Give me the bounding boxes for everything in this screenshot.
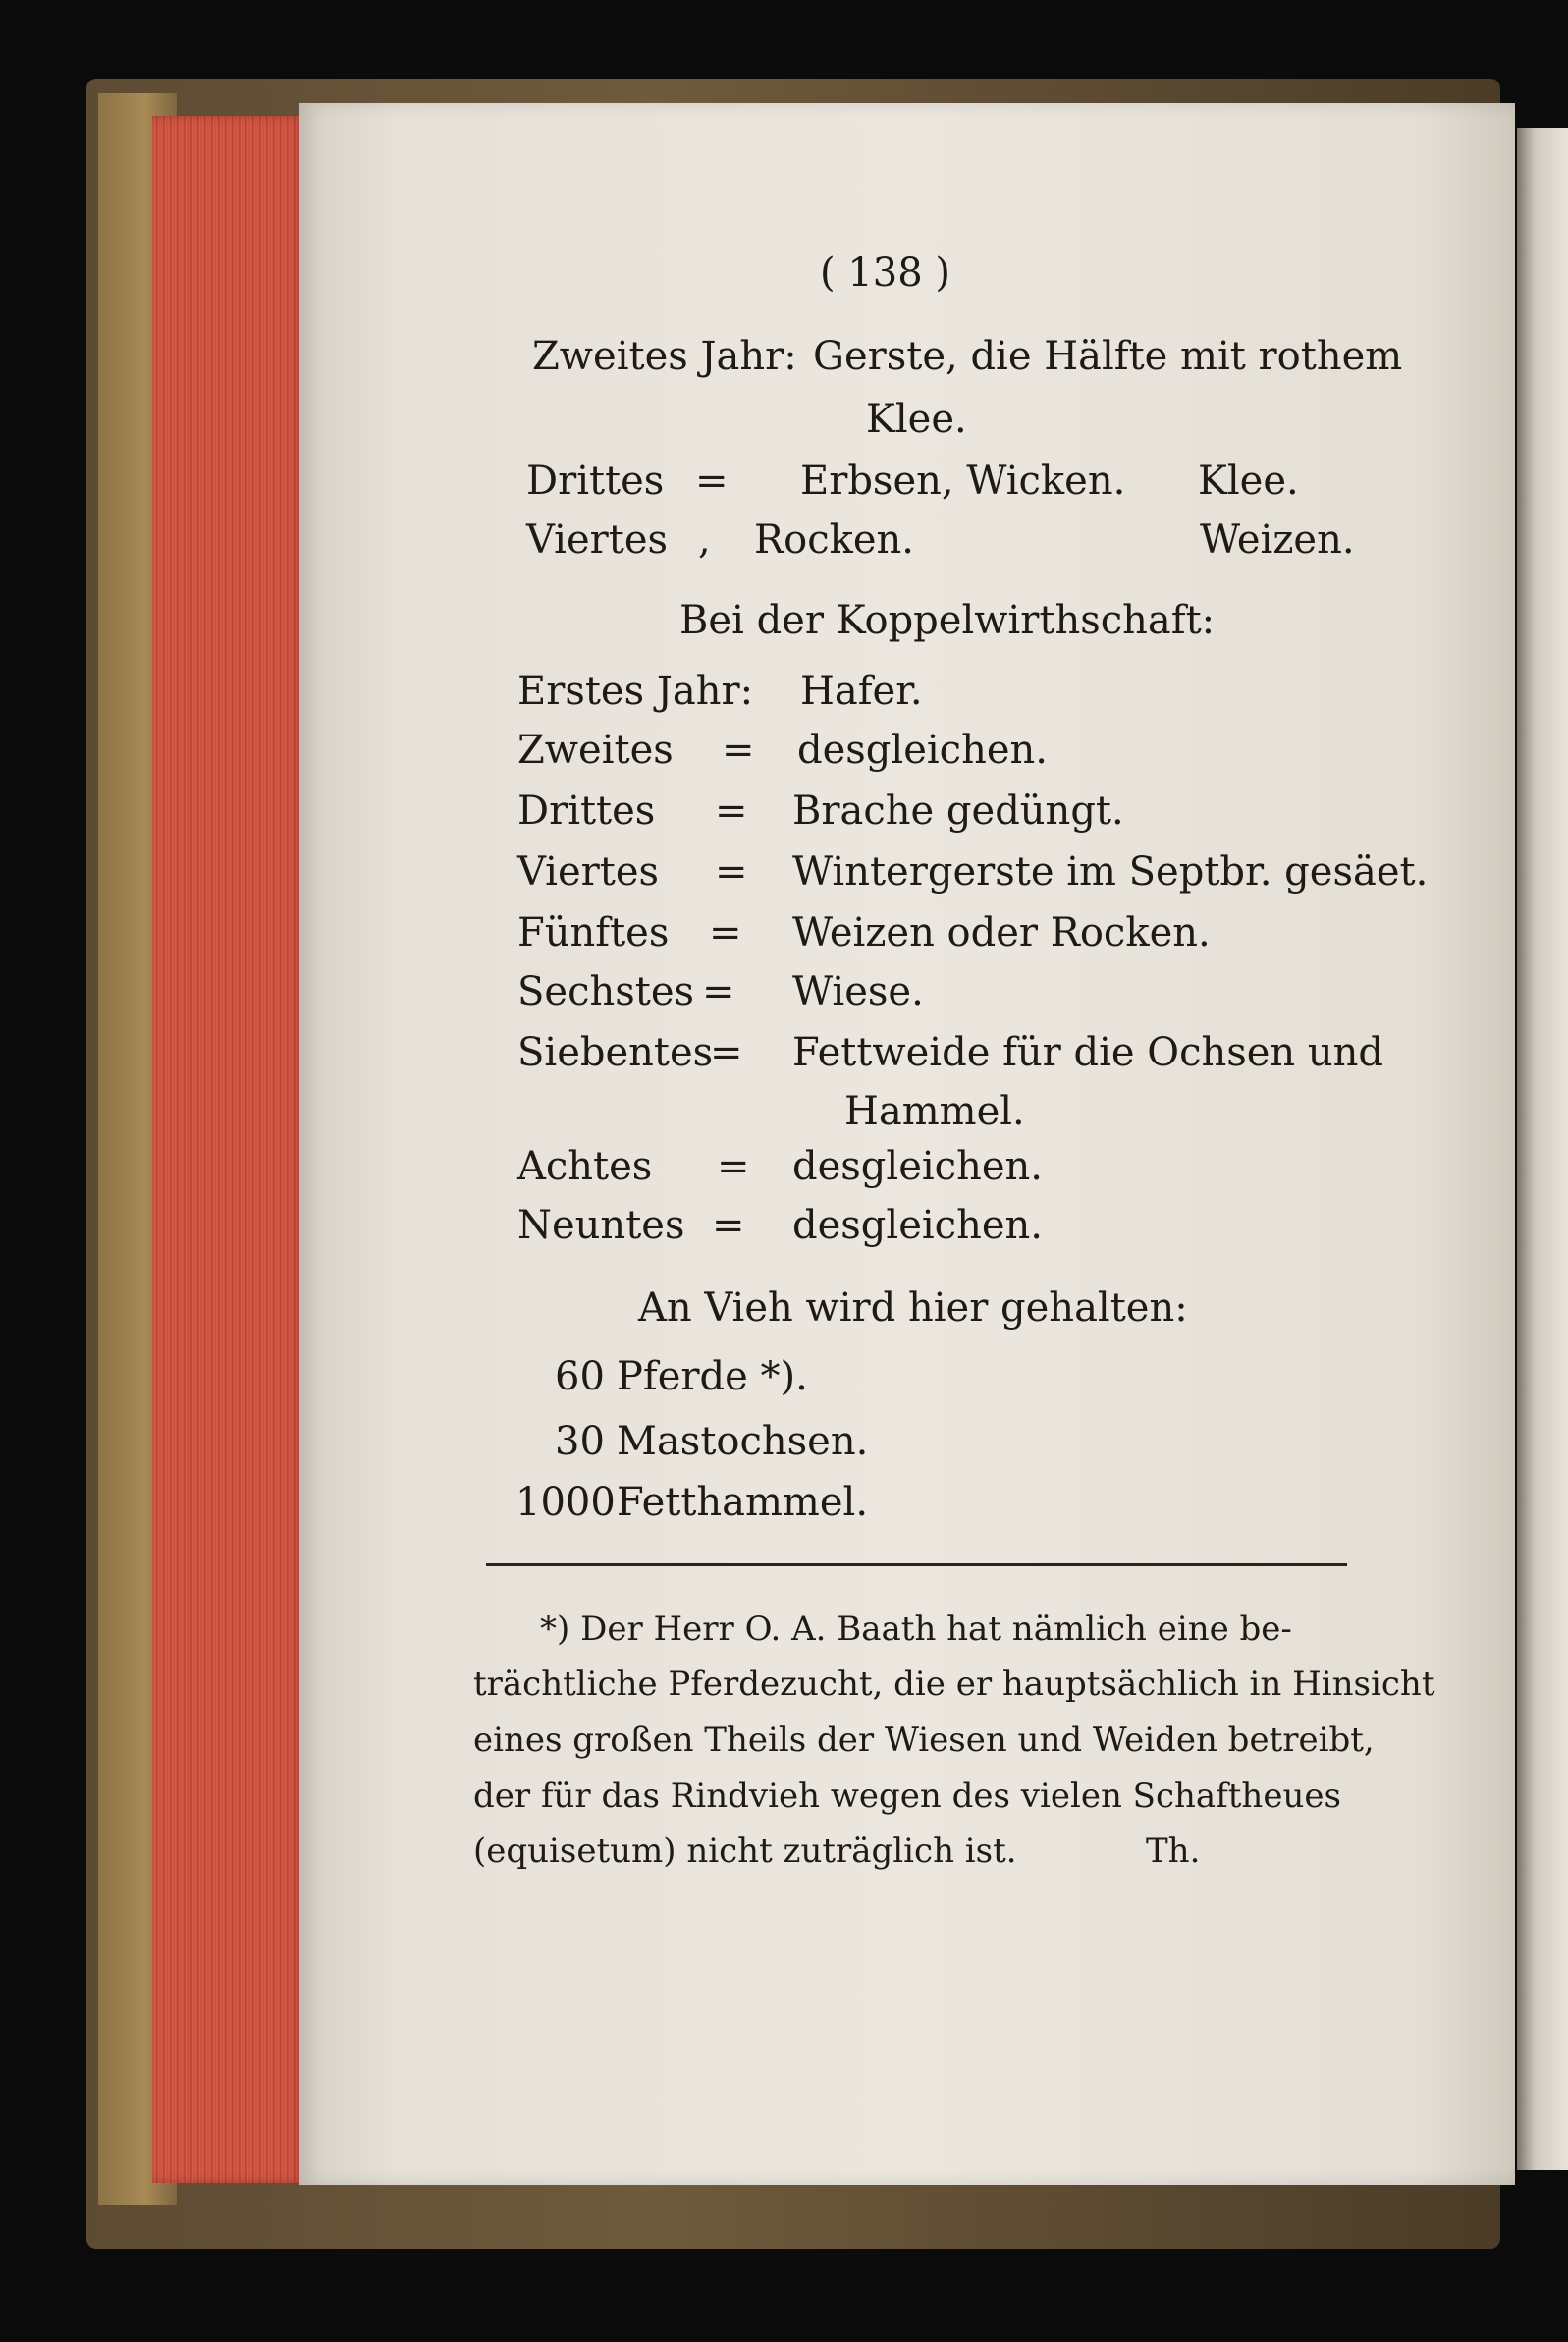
ditto-mark: = <box>715 849 748 895</box>
section-heading-koppel: Bei der Koppelwirthschaft: <box>679 598 1216 643</box>
koppel-label: Erstes Jahr: <box>517 669 754 714</box>
ditto-mark: = <box>722 728 755 773</box>
livestock-item: Pferde *). <box>617 1354 808 1399</box>
rotation-value-1: Gerste, die Hälfte mit rothem <box>813 334 1403 379</box>
koppel-value: desgleichen. <box>792 1144 1043 1189</box>
koppel-value: Brache gedüngt. <box>792 789 1124 834</box>
footnote-line: (equisetum) nicht zuträglich ist. <box>473 1831 1017 1871</box>
koppel-label: Fünftes <box>517 910 670 955</box>
section-heading-livestock: An Vieh wird hier gehalten: <box>638 1285 1188 1331</box>
footnote-signature: Th. <box>1146 1831 1201 1871</box>
livestock-item: Fetthammel. <box>617 1480 869 1525</box>
rotation-mark-2: = <box>695 459 729 504</box>
rotation-label-3: Viertes <box>526 517 669 563</box>
livestock-count: 60 <box>555 1354 605 1399</box>
rotation-value-3a: Rocken. <box>754 517 914 563</box>
koppel-value: Weizen oder Rocken. <box>792 910 1211 955</box>
koppel-value: Wintergerste im Septbr. gesäet. <box>792 849 1429 895</box>
ditto-mark: = <box>709 910 742 955</box>
footnote-line: eines großen Theils der Wiesen und Weiden betreibt, <box>473 1720 1375 1760</box>
koppel-value: Wiese. <box>792 969 924 1014</box>
rotation-label-1: Zweites Jahr: <box>532 334 797 379</box>
rotation-value-2b: Klee. <box>1198 459 1299 504</box>
facing-page-edge <box>1517 128 1568 2170</box>
footnote-rule <box>486 1563 1347 1566</box>
ditto-mark: = <box>717 1144 750 1189</box>
koppel-label: Zweites <box>517 728 674 773</box>
koppel-label: Sechstes <box>517 969 695 1014</box>
koppel-value-cont: Hammel. <box>844 1089 1025 1134</box>
livestock-item: Mastochsen. <box>617 1419 869 1464</box>
livestock-count: 1000 <box>515 1480 616 1525</box>
page-number: ( 138 ) <box>820 250 950 296</box>
footnote-line: der für das Rindvieh wegen des vielen Schaftheues <box>473 1776 1341 1816</box>
footnote-line: *) Der Herr O. A. Baath hat nämlich eine be- <box>540 1609 1292 1649</box>
koppel-value: desgleichen. <box>797 728 1048 773</box>
ditto-mark: = <box>715 789 748 834</box>
livestock-count: 30 <box>555 1419 605 1464</box>
koppel-label: Viertes <box>517 849 660 895</box>
ditto-mark: = <box>702 969 735 1014</box>
koppel-value: Fettweide für die Ochsen und <box>792 1030 1384 1075</box>
koppel-value: desgleichen. <box>792 1203 1043 1248</box>
rotation-value-3b: Weizen. <box>1200 517 1355 563</box>
rotation-value-2a: Erbsen, Wicken. <box>800 459 1126 504</box>
footnote-line: trächtliche Pferdezucht, die er hauptsächlich in Hinsicht <box>473 1664 1435 1704</box>
koppel-value: Hafer. <box>800 669 923 714</box>
ditto-mark: = <box>710 1030 743 1075</box>
rotation-label-2: Drittes <box>526 459 665 504</box>
koppel-label: Drittes <box>517 789 656 834</box>
rotation-mark-3: , <box>698 517 711 563</box>
koppel-label: Achtes <box>517 1144 653 1189</box>
page-edges-red <box>152 116 304 2183</box>
koppel-label: Siebentes <box>517 1030 714 1075</box>
koppel-label: Neuntes <box>517 1203 685 1248</box>
rotation-value-1-cont: Klee. <box>866 397 967 442</box>
ditto-mark: = <box>712 1203 745 1248</box>
